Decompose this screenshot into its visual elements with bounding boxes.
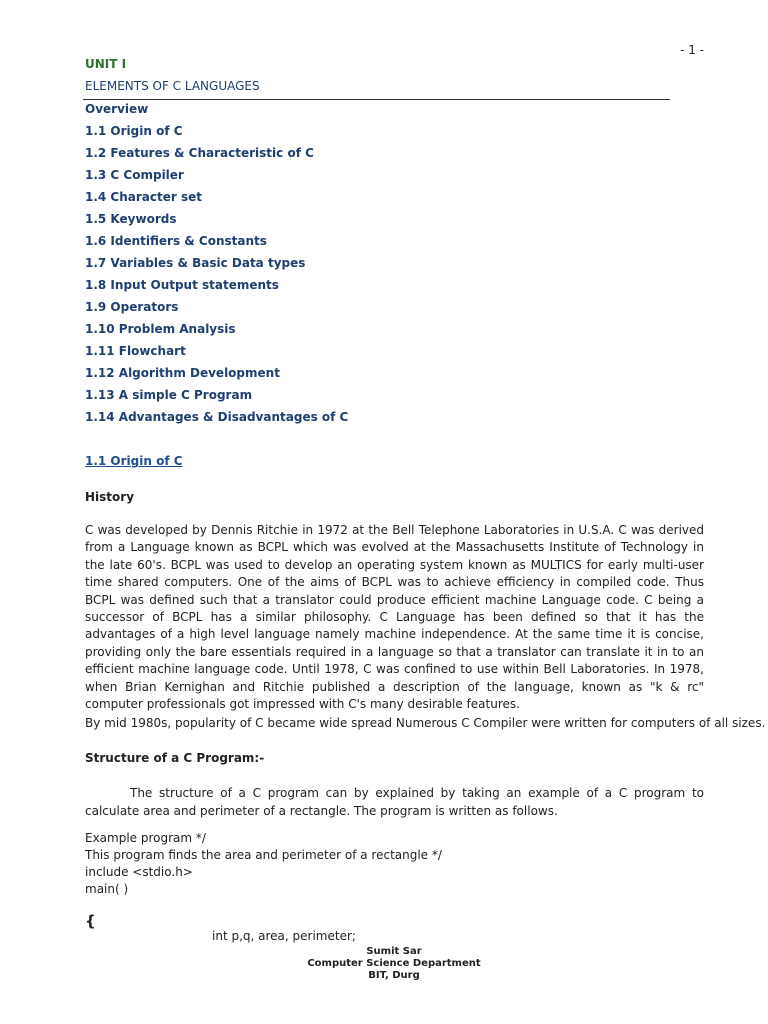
toc-item: Overview <box>85 102 149 116</box>
toc-item: 1.2 Features & Characteristic of C <box>85 146 314 160</box>
header-divider <box>83 99 670 100</box>
footer-author: Sumit Sar <box>366 946 422 957</box>
section-link-origin-of-c[interactable]: 1.1 Origin of C <box>85 454 183 468</box>
code-line: include <stdio.h> <box>85 865 193 879</box>
footer-department: Computer Science Department <box>307 958 481 969</box>
toc-item: 1.4 Character set <box>85 190 202 204</box>
toc-item: 1.5 Keywords <box>85 212 177 226</box>
code-open-brace: { <box>85 912 96 930</box>
toc-item: 1.6 Identifiers & Constants <box>85 234 267 248</box>
toc-item: 1.12 Algorithm Development <box>85 366 280 380</box>
footer-institute: BIT, Durg <box>368 970 420 981</box>
structure-paragraph: The structure of a C program can by explained by taking an example of a C program to calculate area and perimeter of a rectangle. The program is written as follows. <box>85 786 704 818</box>
structure-heading: Structure of a C Program:- <box>85 751 265 765</box>
popularity-paragraph: By mid 1980s, popularity of C became wide spread Numerous C Compiler were written for computers of all sizes. <box>85 716 766 730</box>
code-line: This program finds the area and perimeter of a rectangle */ <box>85 848 442 862</box>
toc-item: 1.14 Advantages & Disadvantages of C <box>85 410 349 424</box>
toc-item: 1.1 Origin of C <box>85 124 183 138</box>
unit-subtitle: ELEMENTS OF C LANGUAGES <box>85 79 260 93</box>
toc-item: 1.8 Input Output statements <box>85 278 279 292</box>
toc-item: 1.7 Variables & Basic Data types <box>85 256 306 270</box>
history-paragraph: C was developed by Dennis Ritchie in 1972 at the Bell Telephone Laboratories in U.S.A. C was derived from a Language known as BCPL which was evolved at the Massachusetts Institute of Technology in the late 60's. BCPL was used to develop an operating system known as MULTICS for early multi-user time shared computers. One of the aims of BCPL was to achieve efficiency in compiled code. Thus BCPL was defined such that a translator could produce efficient machine Language code. C being a successor of BCPL has a similar philosophy. C Language has been defined so that it has the advantages of a high level language namely machine independence. At the same time it is concise, providing only the bare essentials required in a language so that a translator can translate it in to an efficient machine language code. Until 1978, C was confined to use within Bell Laboratories. In 1978, when Brian Kernighan and Ritchie published a description of the language, known as "k & rc" computer professionals got impressed with C's many desirable features. <box>85 523 704 712</box>
page-number: - 1 - <box>680 43 704 57</box>
code-declaration: int p,q, area, perimeter; <box>212 929 356 943</box>
code-example <box>85 830 442 898</box>
toc-item: 1.11 Flowchart <box>85 344 186 358</box>
toc-item: 1.10 Problem Analysis <box>85 322 236 336</box>
table-of-contents <box>85 101 348 431</box>
toc-item: 1.13 A simple C Program <box>85 388 253 402</box>
code-line: main( ) <box>85 882 129 896</box>
toc-item: 1.3 C Compiler <box>85 168 184 182</box>
unit-title: UNIT I <box>85 57 127 71</box>
page-footer <box>0 946 768 982</box>
history-heading: History <box>85 490 135 504</box>
toc-item: 1.9 Operators <box>85 300 179 314</box>
code-line: Example program */ <box>85 831 206 845</box>
